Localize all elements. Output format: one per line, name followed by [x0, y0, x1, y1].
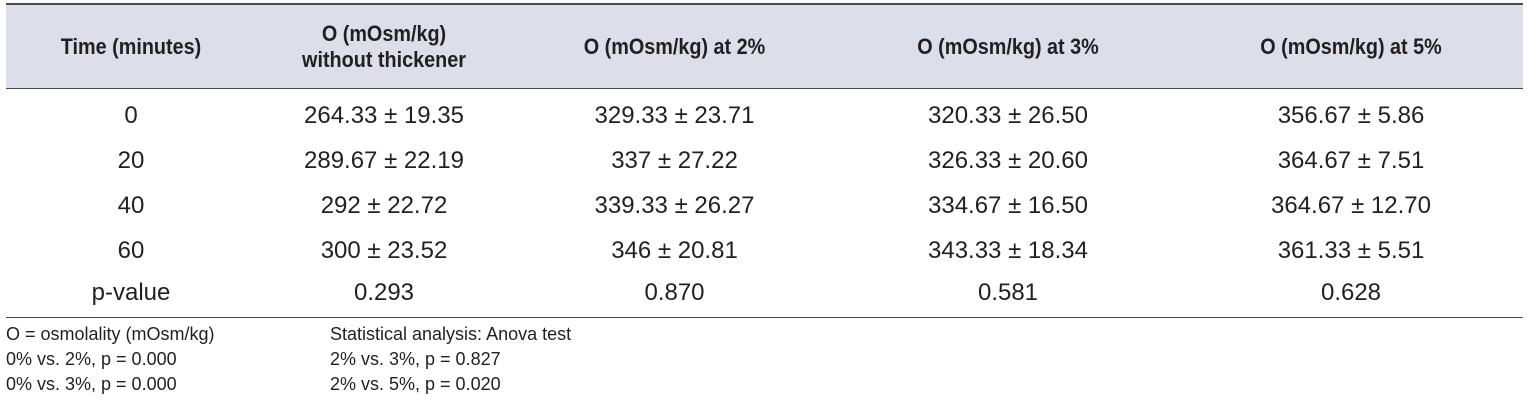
cell-pvalue-at-3pct: 0.581	[837, 273, 1179, 318]
header-time-label: Time (minutes)	[60, 33, 202, 59]
cell-at-5pct: 364.67 ± 12.70	[1271, 191, 1431, 219]
cell-at-5pct: 356.67 ± 5.86	[1277, 101, 1425, 129]
cell-time: 40	[117, 191, 145, 219]
table-header	[6, 4, 1523, 89]
pvalue-row	[6, 273, 1523, 318]
header-at-5pct-label: O (mOsm/kg) at 5%	[1260, 33, 1442, 59]
cell-time: 20	[117, 146, 145, 174]
cell-at-3pct: 326.33 ± 20.60	[928, 146, 1088, 174]
footnote-line: O = osmolality (mOsm/kg)	[6, 324, 215, 344]
header-without-thickener-line1: O (mOsm/kg)	[321, 20, 447, 46]
footnote-line: 2% vs. 5%, p = 0.020	[330, 374, 501, 394]
cell-without-thickener: 264.33 ± 19.35	[304, 101, 464, 129]
cell-pvalue-label: p-value	[6, 273, 256, 318]
cell-time: 0	[124, 101, 138, 129]
header-at-3pct-label: O (mOsm/kg) at 3%	[917, 33, 1099, 59]
cell-at-3pct: 334.67 ± 16.50	[928, 191, 1088, 219]
cell-at-2pct: 346 ± 20.81	[611, 236, 738, 264]
footnote-line: 0% vs. 3%, p = 0.000	[6, 374, 177, 394]
cell-at-2pct: 339.33 ± 26.27	[594, 191, 755, 219]
table-row	[6, 138, 1523, 183]
cell-without-thickener: 292 ± 22.72	[320, 191, 448, 219]
header-row	[6, 4, 1523, 89]
footnotes-right	[330, 322, 571, 397]
table-body	[6, 89, 1523, 318]
cell-at-2pct: 337 ± 27.22	[611, 146, 738, 174]
table-row	[6, 183, 1523, 228]
footnotes-left	[6, 322, 215, 397]
header-at-3pct	[854, 4, 1162, 89]
header-at-2pct-label: O (mOsm/kg) at 2%	[583, 33, 766, 59]
cell-at-3pct: 320.33 ± 26.50	[928, 101, 1088, 129]
cell-pvalue-at-2pct: 0.870	[512, 273, 837, 318]
cell-at-3pct: 343.33 ± 18.34	[928, 236, 1088, 264]
table-row	[6, 89, 1523, 139]
footnote-line: Statistical analysis: Anova test	[330, 324, 572, 344]
footnote-line: 0% vs. 2%, p = 0.000	[6, 349, 177, 369]
cell-without-thickener: 289.67 ± 22.19	[304, 146, 464, 174]
cell-without-thickener: 300 ± 23.52	[320, 236, 448, 264]
cell-at-5pct: 364.67 ± 7.51	[1277, 146, 1425, 174]
cell-time: 60	[117, 236, 145, 264]
header-without-thickener-line2: without thickener	[302, 46, 466, 72]
osmolality-table	[6, 3, 1523, 318]
header-without-thickener	[269, 4, 499, 89]
cell-pvalue-at-5pct: 0.628	[1179, 273, 1523, 318]
header-time	[19, 4, 244, 89]
header-at-5pct	[1196, 4, 1506, 89]
cell-pvalue-without-thickener: 0.293	[256, 273, 512, 318]
cell-at-5pct: 361.33 ± 5.51	[1277, 236, 1425, 264]
cell-at-2pct: 329.33 ± 23.71	[594, 101, 755, 129]
osmolality-table-container	[6, 3, 1523, 318]
table-row	[6, 228, 1523, 273]
footnote-line: 2% vs. 3%, p = 0.827	[330, 349, 501, 369]
header-at-2pct	[528, 4, 821, 89]
